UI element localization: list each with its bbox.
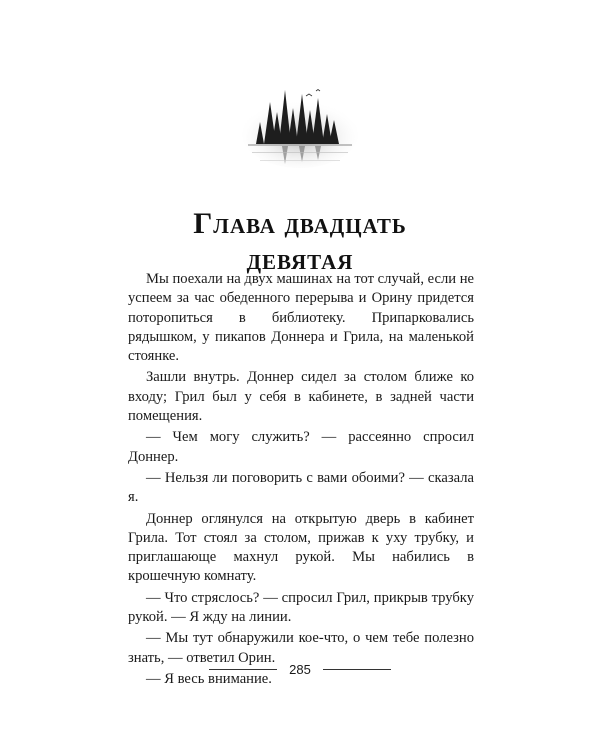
paragraph: — Нельзя ли поговорить с вами обоими? — сказала я.: [128, 469, 474, 506]
paragraph: Доннер оглянулся на открытую дверь в кабинет Грила. Тот стоял за столом, прижав к уху трубку, и приглашающе махнул рукой. Мы набились в крошечную комнату.: [128, 510, 474, 585]
paragraph: — Я весь внимание.: [146, 670, 272, 687]
page-footer: [0, 662, 600, 677]
paragraph: — Чем могу служить? — рассеянно спросил Доннер.: [128, 429, 474, 465]
paragraph: Зашли внутрь. Доннер сидел за столом ближе ко входу; Грил был у себя в кабинете, в задней части помещения.: [128, 369, 474, 425]
forest-lake-icon: [242, 82, 358, 172]
page-number: 285: [289, 662, 311, 677]
paragraph: — Что стряслось? — спросил Грил, прикрыв трубку рукой. — Я жду на линии.: [128, 589, 474, 626]
footer-rule-right: [323, 669, 391, 670]
chapter-title-line-1: Глава двадцать: [193, 207, 407, 241]
chapter-title: [0, 206, 600, 278]
chapter-title-line-2: девятая: [246, 243, 354, 277]
paragraph: Мы поехали на двух машинах на тот случай, если не успеем за час обеденного перерыва и Орину придется поторопиться в библиотеку. Припарковались рядышком, у пикапов Доннера и Грила, на маленькой стоянке.: [128, 271, 474, 365]
paragraph: — Мы тут обнаружили кое-что, о чем тебе полезно знать, — ответил Орин.: [128, 630, 474, 666]
body-text: [128, 270, 474, 691]
footer-rule-left: [209, 669, 277, 670]
